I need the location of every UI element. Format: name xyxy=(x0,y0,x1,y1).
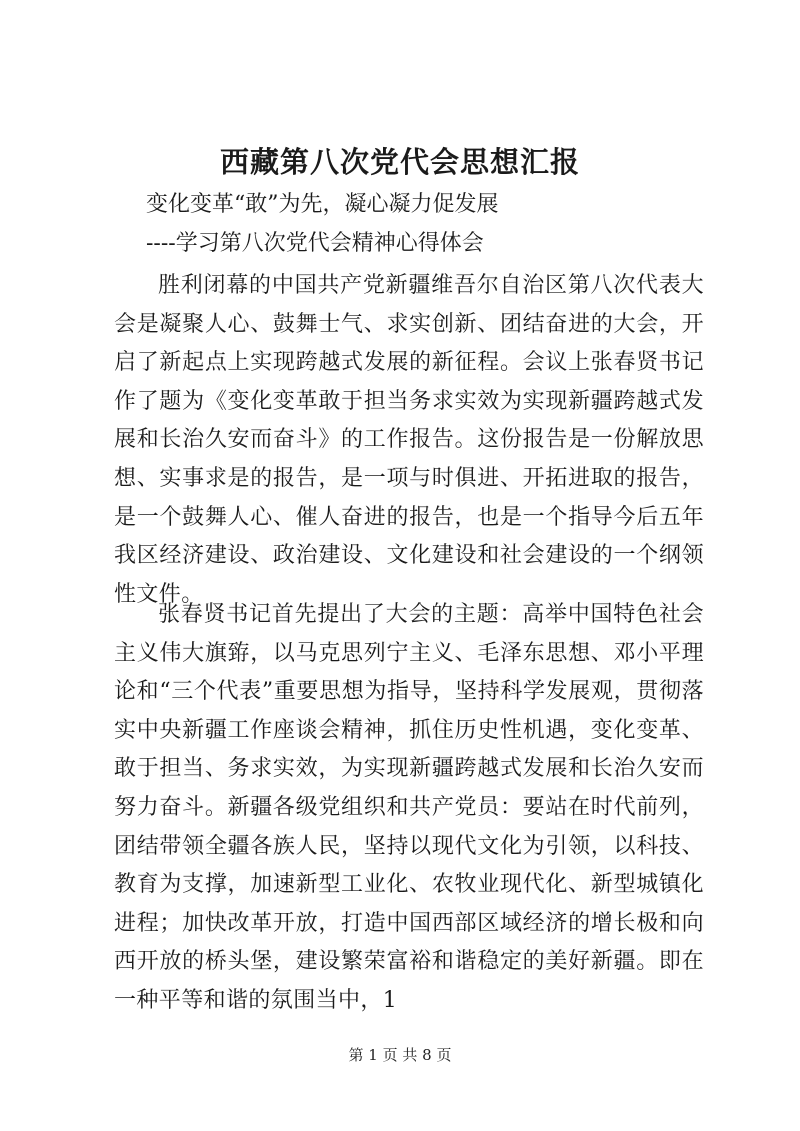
subtitle-main: 变化变革“敢”为先，凝心凝力促发展 xyxy=(146,192,499,217)
body-paragraph: 张春贤书记首先提出了大会的主题：高举中国特色社会主义伟大旗臶，以马克思列宁主义、毛泽东思想、邓小平理论和“三个代表”重要思想为指导，坚持科学发展观，贯彻落实中央新疆工作座谈会精神，抓住历史性机遇，变化变革、敢于担当、务求实效，为实现新疆跨越式发展和长治久安而努力奋斗。新疆各级党组织和共产党员：要站在时代前列，团结带领全疆各族人民，坚持以现代文化为引领，以科技、教育为支撑，加速新型工业化、农牧业现代化、新型城镇化进程；加快改革开放，打造中国西部区域经济的增长极和向西开放的桥头堡，建设繁荣富裕和谐稳定的美好新疆。即在一种平等和谐的氛围当中，1 xyxy=(114,602,704,1013)
body-paragraph: 胜利闭幕的中国共产党新疆维吾尔自治区第八次代表大会是凝聚人心、鼓舞士气、求实创新、团结奋进的大会，开启了新起点上实现跨越式发展的新征程。会议上张春贤书记作了题为《变化变革敢于担当务求实效为实现新疆跨越式发展和长治久安而奋斗》的工作报告。这份报告是一份解放思想、实事求是的报告，是一项与时俱进、开拓进取的报告，是一个鼓舞人心、催人奋进的报告，也是一个指导今后五年我区经济建设、政治建设、文化建设和社会建设的一个纲领性文件。 xyxy=(114,273,704,607)
subtitle-secondary: ----学习第八次党代会精神心得体会 xyxy=(146,231,484,256)
document-title: 西藏第八次党代会思想汇报 xyxy=(219,145,580,179)
page-number-footer: 第 1 页 共 8 页 xyxy=(348,1046,452,1064)
